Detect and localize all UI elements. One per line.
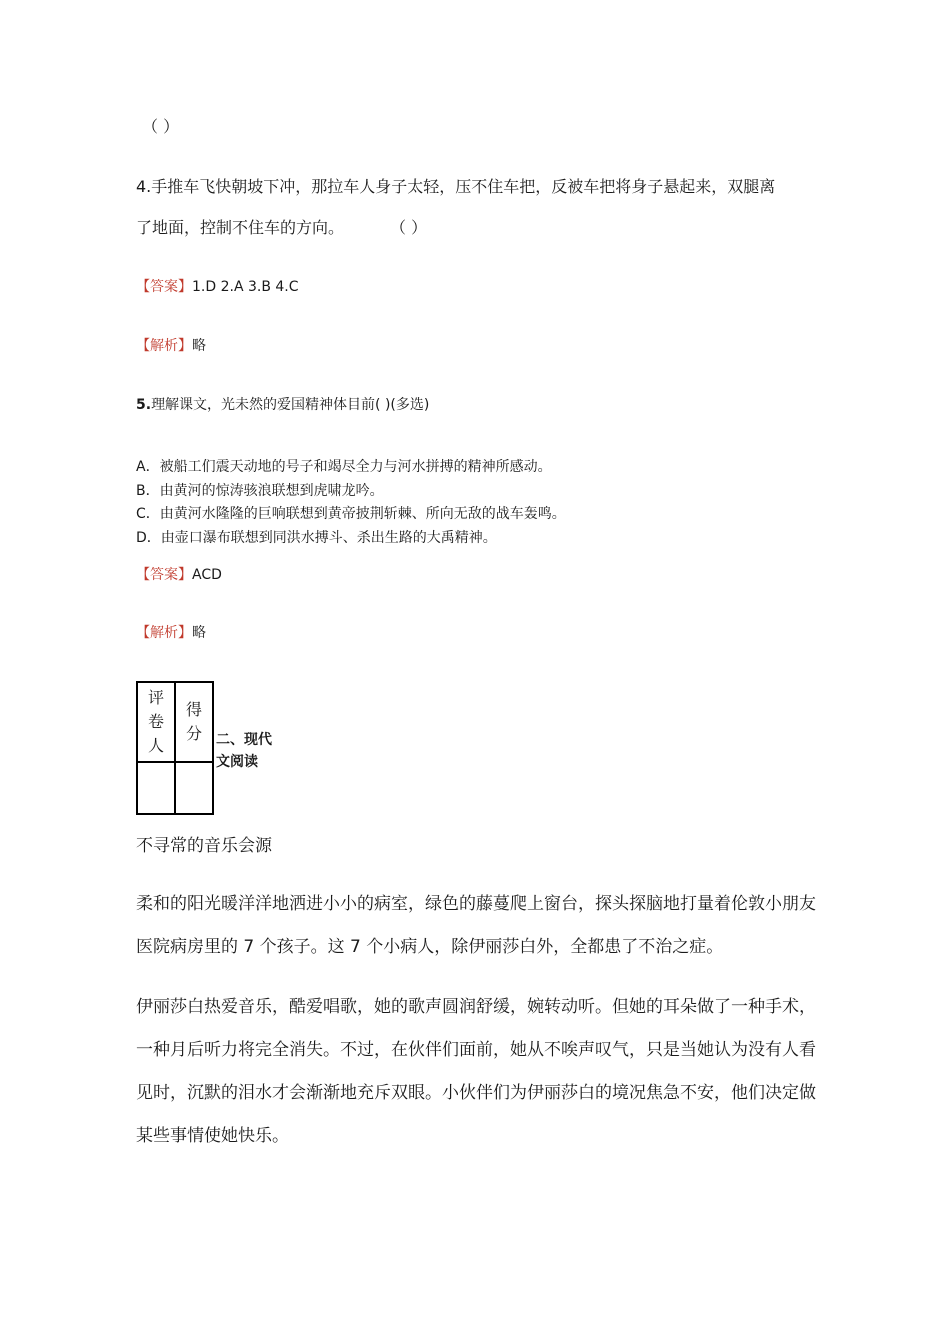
- section-heading-line-2: 文阅读: [216, 754, 258, 770]
- question-5-option-c: C．由黄河水隆隆的巨响联想到黄帝披荆斩棘、所向无敌的战车轰鸣。: [136, 506, 566, 522]
- question-5-option-b: B．由黄河的惊涛骇浪联想到虎啸龙吟。: [136, 483, 384, 499]
- analysis-block-2: [136, 622, 206, 642]
- score-char: 分: [185, 724, 202, 743]
- passage-paragraph-2-line-3: 见时，沉默的泪水才会渐渐地充斥双眼。小伙伴们为伊丽莎白的境况焦急不安，他们决定做: [136, 1083, 816, 1103]
- passage-title: 不寻常的音乐会源: [136, 836, 272, 856]
- analysis-text: 略: [192, 625, 206, 641]
- question-5-text: 理解课文，光未然的爱国精神体目前( )(多选): [151, 397, 430, 413]
- answer-block-2: [136, 564, 222, 584]
- answer-block-1: [136, 276, 299, 296]
- passage-paragraph-1-line-2: 医院病房里的 7 个孩子。这 7 个小病人，除伊丽莎白外，全都患了不治之症。: [136, 937, 724, 957]
- analysis-block-1: [136, 335, 206, 355]
- answer-label: 【答案】: [136, 279, 192, 295]
- score-table: [136, 681, 214, 815]
- grader-entry-cell: [137, 762, 175, 814]
- question-4-line-1: 4.手推车飞快朝坡下冲，那拉车人身子太轻，压不住车把，反被车把将身子悬起来，双腿离: [136, 177, 776, 196]
- question-3-answer-paren: （ ）: [142, 117, 180, 136]
- question-5-number: 5.: [136, 397, 152, 413]
- grader-char: 卷: [147, 712, 164, 731]
- score-header-cell: [175, 682, 213, 762]
- passage-paragraph-2-line-1: 伊丽莎白热爱音乐，酷爱唱歌，她的歌声圆润舒缓，婉转动听。但她的耳朵做了一种手术，: [136, 997, 816, 1017]
- grader-header-cell: [137, 682, 175, 762]
- question-5-option-a: A．被船工们震天动地的号子和竭尽全力与河水拼搏的精神所感动。: [136, 459, 552, 475]
- answer-text: ACD: [192, 567, 222, 583]
- question-4-answer-paren: （ ）: [390, 218, 428, 237]
- grader-char: 评: [147, 688, 164, 707]
- answer-label: 【答案】: [136, 567, 192, 583]
- analysis-text: 略: [192, 338, 206, 354]
- score-entry-cell: [175, 762, 213, 814]
- passage-paragraph-2-line-2: 一种月后听力将完全消失。不过，在伙伴们面前，她从不唉声叹气，只是当她认为没有人看: [136, 1040, 816, 1060]
- question-4-line-2: 了地面，控制不住车的方向。: [136, 218, 345, 237]
- passage-paragraph-2-line-4: 某些事情使她快乐。: [136, 1126, 289, 1146]
- section-heading-line-1: 二、现代: [216, 732, 272, 748]
- question-5-option-d: D．由壶口瀑布联想到同洪水搏斗、杀出生路的大禹精神。: [136, 530, 497, 546]
- question-5-stem: [136, 394, 429, 414]
- score-char: 得: [185, 700, 202, 719]
- analysis-label: 【解析】: [136, 338, 192, 354]
- analysis-label: 【解析】: [136, 625, 192, 641]
- answer-text: 1.D 2.A 3.B 4.C: [192, 279, 299, 295]
- grader-char: 人: [147, 736, 164, 755]
- passage-paragraph-1-line-1: 柔和的阳光暖洋洋地洒进小小的病室，绿色的藤蔓爬上窗台，探头探脑地打量着伦敦小朋友: [136, 894, 816, 914]
